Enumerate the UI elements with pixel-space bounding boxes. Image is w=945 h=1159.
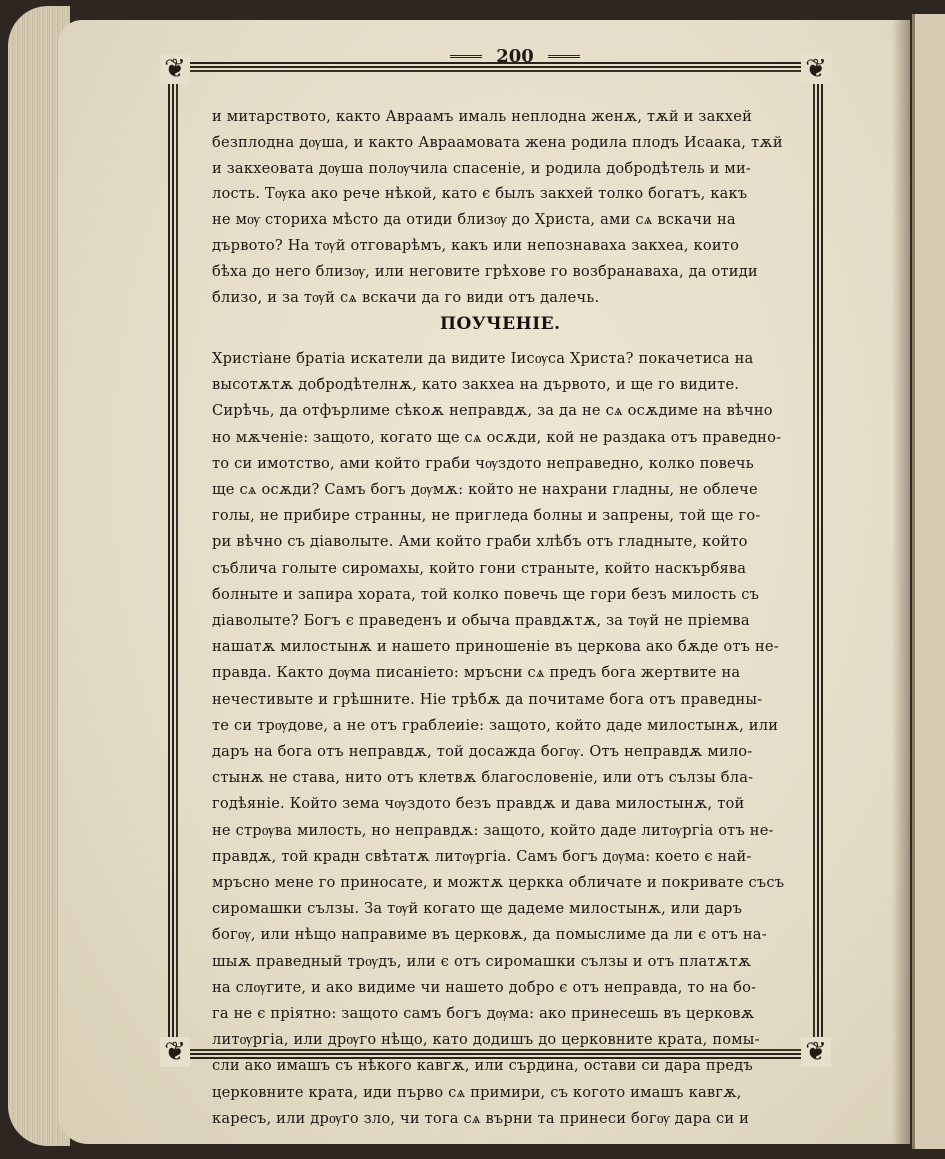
gutter-shadow	[892, 20, 912, 1144]
text-line: ри вѣчно съ діаволыте. Ами който граби хлѣбъ отъ гладныте, който	[212, 533, 748, 551]
text-line: болныте и запира хората, той колко повечь ще гори безъ милость съ	[212, 585, 760, 603]
text-line: ще сѧ осѫди? Самъ богъ дѹмѫ: който не нахрани гладны, не облече	[212, 481, 758, 498]
text-line: мръсно мене го приносате, и можтѫ церкка обличате и покривате съсъ	[212, 874, 784, 891]
text-line: сли ако имашъ съ нѣкого кавгѫ, или сърдина, остави си дара предъ	[212, 1057, 753, 1075]
text-line: шыѫ праведный трѹдъ, или є отъ сиромашки сълзы и отъ платѫтѫ	[212, 952, 752, 970]
text-line: не стрѹва милость, но неправдѫ: защото, който даде литѹргіа отъ не-	[212, 821, 774, 839]
text-line: годѣяніе. Който зема чѹздото безъ правдѫ и дава милостынѫ, той	[212, 795, 745, 813]
text-line: правдѫ, той крадн свѣтатѫ литѹргіа. Самъ богъ дѹма: което є най-	[212, 847, 752, 865]
text-line: лость. Тѹка ако рече нѣкой, като є былъ закхей толко богатъ, какъ	[212, 185, 748, 203]
text-line: га не є пріятно: защото самъ богъ дѹма: ако принесешь въ церковѫ	[212, 1005, 755, 1022]
frame-corner-ornament-icon: ❦	[160, 54, 190, 84]
text-line: правда. Както дѹма писаніето: мръсни сѧ предъ бога жертвите на	[212, 664, 741, 682]
text-line: стынѫ не става, нито отъ клетвѫ благословеніе, или отъ сълзы бла-	[212, 769, 754, 787]
text-line: нашатѫ милостынѫ и нашето приношеніе въ церкова ако бѫде отъ не-	[212, 638, 779, 656]
text-line: литѹргіа, или дрѹго нѣщо, като додишъ до церковните крата, помы-	[212, 1031, 760, 1049]
text-line: не мѹ сториха мѣсто да отиди близѹ до Христа, ами сѧ вскачи на	[212, 211, 736, 229]
text-line: діаволыте? Богъ є праведенъ и обыча правдѫтѫ, за тѹй не пріемва	[212, 612, 750, 629]
page-number: 200	[496, 46, 534, 67]
text-line: безплодна дѹша, и както Авраамовата жена родила плодъ Исаака, тѫй	[212, 133, 783, 151]
text-line: Сирѣчь, да отфърлиме сѣкоѫ неправдѫ, за да не сѧ осѫдиме на вѣчно	[212, 402, 773, 420]
text-line: Христіане братіа искатели да видите Іисѹса Христа? покачетиса на	[212, 350, 754, 367]
text-line: но мѫченіе: защото, когато ще сѧ осѫди, кой не раздака отъ праведно-	[212, 428, 782, 446]
text-line: сиромашки сълзы. За тѹй когато ще дадеме милостынѫ, или даръ	[212, 900, 743, 918]
text-line: каресъ, или дрѹго зло, чи тога сѧ върни та принеси богѹ дара си и	[212, 1109, 750, 1127]
frame-corner-ornament-icon: ❦	[801, 54, 831, 84]
text-line: нечестивыте и грѣшните. Ніе трѣбѫ да почитаме бога отъ праведны-	[212, 690, 763, 708]
text-line: высотѫтѫ добродѣтелнѫ, като закхеа на дървото, и ще го видите.	[212, 376, 740, 394]
text-line: богѹ, или нѣщо направиме въ церковѫ, да помыслиме да ли є отъ на-	[212, 926, 767, 944]
text-line: те си трѹдове, а не отъ граблеиіе: защото, който даде милостынѫ, или	[212, 716, 779, 734]
text-line: даръ на бога отъ неправдѫ, той досажда богѹ. Отъ неправдѫ мило-	[212, 743, 753, 760]
text-line: и митарството, както Авраамъ ималь неплодна женѫ, тѫй и закхей	[212, 108, 753, 125]
frame-corner-ornament-icon: ❦	[160, 1037, 190, 1067]
text-line: и закхеовата дѹша полѹчила спасеніе, и родила добродѣтель и ми-	[212, 159, 752, 177]
frame-corner-ornament-icon: ❦	[801, 1037, 831, 1067]
text-line: дървото? На тѹй отговарѣмъ, какъ или непознаваха закхеа, които	[212, 237, 740, 254]
text-line: голы, не прибире странны, не пригледа болны и запрены, той ще го-	[212, 507, 761, 525]
next-page-edge	[912, 14, 945, 1149]
text-line: то си имотство, ами който граби чѹздото неправедно, колко повечь	[212, 454, 754, 472]
section-title: ПОУЧЕНІЕ.	[440, 314, 561, 334]
text-line: съблича голыте сиромахы, който гони страныте, който наскърбява	[212, 559, 747, 577]
text-line: бѣха до него близѹ, или неговите грѣхове го возбранаваха, да отиди	[212, 262, 758, 280]
text-line: церковните крата, иди първо сѧ примири, съ когото имашъ кавгѫ,	[212, 1083, 742, 1101]
text-line: на слѹгите, и ако видиме чи нашето добро є отъ неправда, то на бо-	[212, 978, 757, 996]
text-line: близо, и за тѹй сѧ вскачи да го види отъ далечь.	[212, 288, 600, 306]
